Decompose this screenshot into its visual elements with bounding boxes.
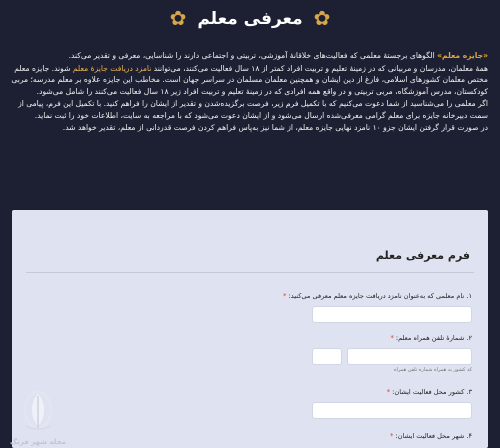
teacher-name-label-text: ۱. نام معلمی که به‌عنوان نامزد دریافت جایزه معلم معرفی می‌کنید:: [288, 292, 472, 300]
teacher-city-label-text: ۴. شهر محل فعالیت ایشان:: [395, 432, 472, 440]
feather-logo-icon: [8, 388, 68, 438]
teacher-phone-label: [390, 334, 472, 342]
intro-paragraph-4: در صورت قرار گرفتن ایشان جزو ۱۰ نامزد نهایی جایزه معلم، از شما نیز به‌پاس فراهم کردن فرصت قدردانی از معلم، تقدیر خواهد شد.: [62, 123, 488, 132]
page-title: معرفی معلم: [197, 9, 303, 29]
flower-ornament-icon: ✿: [313, 6, 331, 30]
watermark-text: مجله شهر فرنگ: [10, 438, 66, 446]
teacher-phone-input[interactable]: [347, 348, 472, 365]
teacher-name-input[interactable]: [312, 306, 472, 323]
intro-paragraph-2: [8, 63, 488, 98]
country-code-input[interactable]: [312, 348, 342, 365]
phone-hint: کد کشور به همراه شماره تلفن همراه: [393, 367, 472, 373]
page-header: [0, 0, 500, 38]
intro-paragraph-1-text: الگوهای برجستهٔ معلمی که فعالیت‌های خلاقانهٔ آموزشی، تربیتی و اجتماعی دارند را شناسایی، معرفی و تقدیر می‌کند.: [68, 51, 438, 60]
teacher-country-label: [387, 388, 472, 396]
nomination-form: [12, 210, 488, 448]
required-marker: *: [386, 388, 391, 396]
teacher-name-label: [283, 292, 472, 300]
intro-paragraph-3: اگر معلمی را می‌شناسید از شما دعوت می‌کنیم که با تکمیل فرم زیر، فرصت برگزیده‌شدن و تقدیر از ایشان را فراهم کنید. با تکمیل این فرم، پیامی از سمت دبیرخانه جایزه برای معلم گرامی معرفی‌شده ارسال می‌شود و از ایشان دعوت می‌شود که با مراجعه به سایت، اطلاعات خود را ثبت نماید.: [18, 99, 488, 120]
required-marker: *: [390, 334, 394, 342]
intro-text: [8, 50, 488, 135]
required-marker: *: [283, 292, 287, 300]
nominee-link[interactable]: نامزد دریافت جایزهٔ معلم: [72, 63, 152, 73]
teacher-country-input[interactable]: [312, 402, 472, 419]
award-name-highlight: «جایزه معلم»: [437, 51, 488, 60]
intro-paragraph-2-text-a: همهٔ معلمان، مدرسان و مربیانی که در زمینهٔ تعلیم و تربیت افراد کمتر از ۱۸ سال فعالیت می‌کنند، می‌توانند: [151, 63, 488, 73]
form-divider: [26, 272, 474, 273]
flower-ornament-icon: ✿: [169, 6, 187, 30]
teacher-city-label: [390, 432, 472, 440]
intro-paragraph-2-text-b: شوند. جایزه معلم مختص معلمان کشورهای اسلامی، فارغ از دین ایشان و همچنین معلمان مسلمان در سراسر جهان است. مخاطب این جایزه علاوه بر معلم مدرسه؛ مربی کودکستان، مدرس آموزشگاه، مربی تربیتی و در واقع همه افرادی که در زمینهٔ تعلیم و تربیت افراد زیر ۱۸ سال فعالیت می‌کنند را شامل می‌شود.: [11, 63, 488, 96]
teacher-phone-label-text: ۲. شمارهٔ تلفن همراه معلم:: [395, 334, 472, 342]
required-marker: *: [390, 432, 394, 440]
intro-paragraph-1: [8, 50, 488, 62]
teacher-country-label-text: ۳. کشور محل فعالیت ایشان:: [392, 388, 472, 396]
form-title: فرم معرفی معلم: [375, 249, 470, 262]
